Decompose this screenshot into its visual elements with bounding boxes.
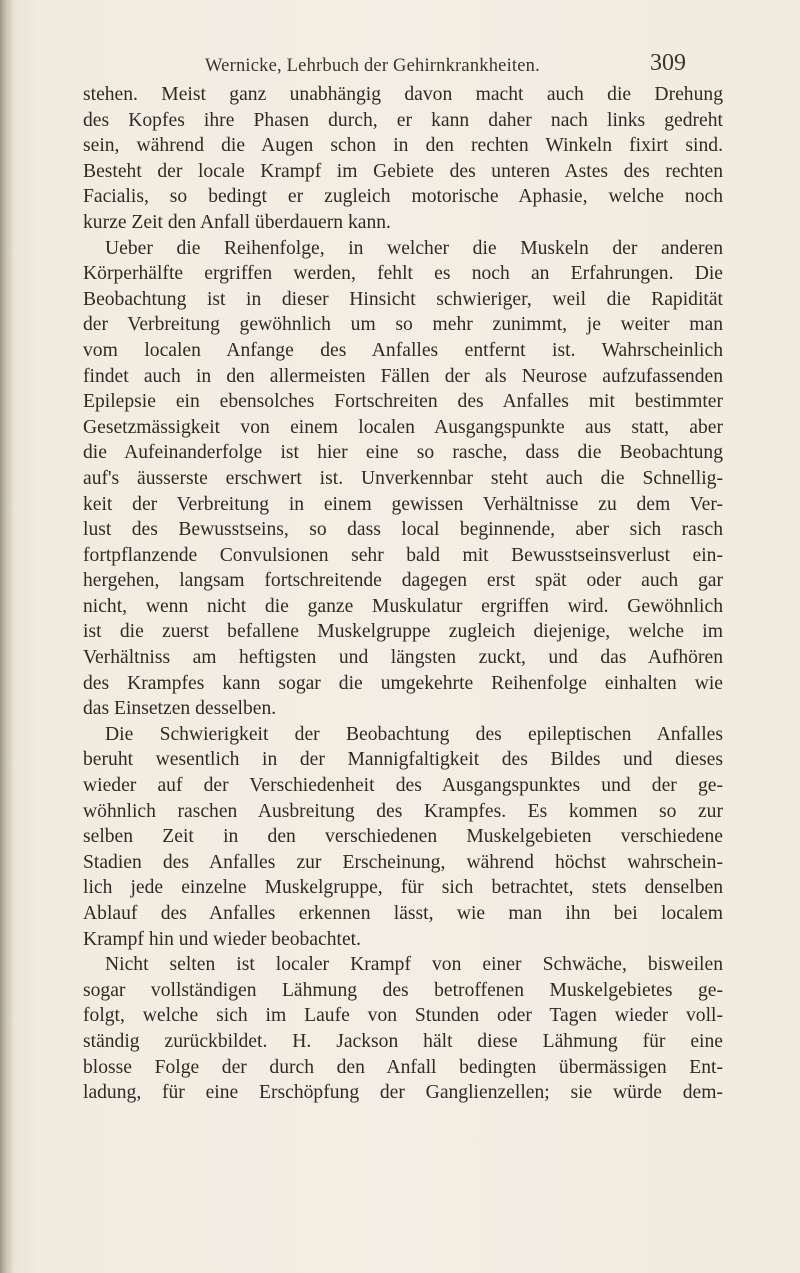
text-line: hergehen, langsam fortschreitende dagegen erst spät oder auch gar [83, 570, 723, 592]
text-line: ist die zuerst befallene Muskelgruppe zugleich diejenige, welche im [83, 621, 723, 643]
text-line: folgt, welche sich im Laufe von Stunden oder Tagen wieder voll- [83, 1005, 723, 1027]
page-number: 309 [650, 50, 686, 76]
text-line: lust des Bewusstseins, so dass local beginnende, aber sich rasch [83, 519, 723, 541]
text-line: Facialis, so bedingt er zugleich motorische Aphasie, welche noch [83, 186, 723, 208]
text-line: wieder auf der Verschiedenheit des Ausgangspunktes und der ge- [83, 775, 723, 797]
text-line: Krampf hin und wieder beobachtet. [83, 928, 362, 950]
text-line: nicht, wenn nicht die ganze Muskulatur ergriffen wird. Gewöhnlich [83, 595, 723, 617]
text-line: keit der Verbreitung in einem gewissen Verhältnisse zu dem Ver- [83, 493, 723, 515]
page-gutter-shadow [0, 0, 14, 1273]
text-line: wöhnlich raschen Ausbreitung des Krampfes. Es kommen so zur [83, 800, 723, 822]
text-line: Gesetzmässigkeit von einem localen Ausgangspunkte aus statt, aber [83, 416, 723, 438]
text-line: Epilepsie ein ebensolches Fortschreiten des Anfalles mit bestimmter [83, 391, 723, 413]
text-line: fortpflanzende Convulsionen sehr bald mit Bewusstseinsverlust ein- [83, 544, 723, 566]
text-line: des Kopfes ihre Phasen durch, er kann daher nach links gedreht [83, 109, 723, 131]
body-text [83, 82, 723, 1106]
text-line: Stadien des Anfalles zur Erscheinung, während höchst wahrschein- [83, 851, 723, 873]
text-line: beruht wesentlich in der Mannigfaltigkeit des Bildes und dieses [83, 749, 723, 771]
text-line: Nicht selten ist localer Krampf von einer Schwäche, bisweilen [105, 954, 723, 976]
text-line: Die Schwierigkeit der Beobachtung des epileptischen Anfalles [105, 723, 723, 745]
text-line: Körperhälfte ergriffen werden, fehlt es noch an Erfahrungen. Die [83, 263, 723, 285]
text-line: Ablauf des Anfalles erkennen lässt, wie man ihn bei localem [83, 903, 723, 924]
text-line: des Krampfes kann sogar die umgekehrte Reihenfolge einhalten wie [83, 672, 723, 694]
text-line: die Aufeinanderfolge ist hier eine so rasche, dass die Beobachtung [83, 442, 723, 464]
text-line: sein, während die Augen schon in den rechten Winkeln fixirt sind. [83, 135, 723, 157]
running-head: Wernicke, Lehrbuch der Gehirnkrankheiten. [205, 56, 540, 76]
text-line: Ueber die Reihenfolge, in welcher die Muskeln der anderen [105, 237, 723, 259]
text-line: ständig zurückbildet. H. Jackson hält diese Lähmung für eine [83, 1030, 723, 1052]
text-line: das Einsetzen desselben. [83, 698, 277, 720]
text-line: stehen. Meist ganz unabhängig davon macht auch die Drehung [83, 84, 723, 105]
text-line: kurze Zeit den Anfall überdauern kann. [83, 211, 391, 233]
text-line: auf's äusserste erschwert ist. Unverkennbar steht auch die Schnellig- [83, 467, 723, 489]
text-line: sogar vollständigen Lähmung des betroffenen Muskelgebietes ge- [83, 979, 723, 1001]
text-line: findet auch in den allermeisten Fällen der als Neurose aufzufassenden [83, 365, 723, 387]
text-line: der Verbreitung gewöhnlich um so mehr zunimmt, je weiter man [83, 314, 723, 336]
text-line: Verhältniss am heftigsten und längsten zuckt, und das Aufhören [83, 647, 723, 669]
text-line: Besteht der locale Krampf im Gebiete des unteren Astes des rechten [83, 160, 723, 182]
text-line: ladung, für eine Erschöpfung der Ganglienzellen; sie würde dem- [83, 1082, 723, 1104]
text-line: blosse Folge der durch den Anfall bedingten übermässigen Ent- [83, 1056, 723, 1078]
text-line: vom localen Anfange des Anfalles entfernt ist. Wahrscheinlich [83, 339, 723, 361]
text-line: lich jede einzelne Muskelgruppe, für sich betrachtet, stets denselben [83, 877, 723, 899]
text-line: selben Zeit in den verschiedenen Muskelgebieten verschiedene [83, 826, 723, 848]
text-line: Beobachtung ist in dieser Hinsicht schwieriger, weil die Rapidität [83, 288, 723, 310]
